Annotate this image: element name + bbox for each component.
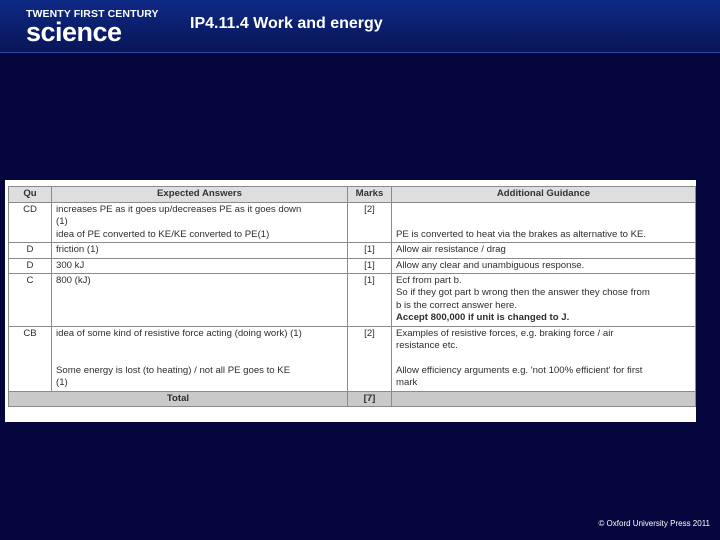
- cell-guidance: [392, 243, 696, 258]
- guidance-line: [396, 352, 691, 364]
- guidance-line: Allow any clear and unambiguous response.: [396, 259, 585, 271]
- guidance-line: Allow air resistance / drag: [396, 244, 506, 256]
- total-guidance-empty: [392, 391, 696, 406]
- cell-expected-answer: [52, 258, 348, 273]
- logo-bottom-text: science: [26, 17, 122, 47]
- table-row: [9, 258, 696, 273]
- cell-marks: [2]: [348, 203, 392, 243]
- cell-guidance: [392, 258, 696, 273]
- answer-line: (1): [56, 216, 68, 228]
- cell-guidance: [392, 203, 696, 243]
- table-row: [9, 203, 696, 243]
- total-label: Total: [9, 391, 348, 406]
- mark-scheme-panel: [5, 180, 696, 422]
- slide-title: IP4.11.4 Work and energy: [190, 15, 383, 32]
- cell-marks: [1]: [348, 258, 392, 273]
- column-header-qu: Qu: [9, 187, 52, 203]
- cell-qu: CB: [9, 326, 52, 391]
- answer-line: idea of PE converted to KE/KE converted to PE(1): [56, 228, 270, 240]
- guidance-line: [396, 204, 691, 216]
- column-header-expected-answers: Expected Answers: [52, 187, 348, 203]
- cell-guidance: [392, 326, 696, 391]
- cell-qu: CD: [9, 203, 52, 243]
- cell-expected-answer: [52, 274, 348, 327]
- cell-qu: D: [9, 243, 52, 258]
- guidance-line: Examples of resistive forces, e.g. braking force / air: [396, 327, 614, 339]
- answer-line: (1): [56, 377, 68, 389]
- table-row: [9, 274, 696, 327]
- mark-scheme-table: [8, 186, 696, 407]
- guidance-line: Ecf from part b.: [396, 275, 462, 287]
- answer-line: [56, 352, 343, 364]
- table-header-row: [9, 187, 696, 203]
- table-row: [9, 243, 696, 258]
- cell-qu: C: [9, 274, 52, 327]
- twenty-first-century-science-logo: [26, 8, 159, 48]
- answer-line: friction (1): [56, 244, 99, 256]
- answer-line: Some energy is lost (to heating) / not all PE goes to KE: [56, 364, 291, 376]
- guidance-line: So if they got part b wrong then the answer they chose from: [396, 287, 650, 299]
- cell-marks: [1]: [348, 274, 392, 327]
- answer-line: idea of some kind of resistive force acting (doing work) (1): [56, 327, 302, 339]
- guidance-line: resistance etc.: [396, 340, 458, 352]
- column-header-additional-guidance: Additional Guidance: [392, 187, 696, 203]
- copyright-footer: © Oxford University Press 2011: [598, 519, 710, 528]
- answer-line: [56, 340, 343, 352]
- guidance-line: Allow efficiency arguments e.g. 'not 100% efficient' for first: [396, 364, 643, 376]
- title-bar: [0, 0, 720, 53]
- total-marks: [7]: [348, 391, 392, 406]
- answer-line: increases PE as it goes up/decreases PE as it goes down: [56, 204, 302, 215]
- total-row: [9, 391, 696, 406]
- answer-line: 800 (kJ): [56, 275, 91, 287]
- cell-expected-answer: [52, 326, 348, 391]
- column-header-marks: Marks: [348, 187, 392, 203]
- guidance-line: b is the correct answer here.: [396, 299, 518, 311]
- cell-expected-answer: [52, 243, 348, 258]
- logo-top-text: TWENTY FIRST CENTURY: [26, 8, 159, 20]
- cell-guidance: [392, 274, 696, 327]
- guidance-line: mark: [396, 377, 418, 389]
- cell-expected-answer: [52, 203, 348, 243]
- answer-line: 300 kJ: [56, 259, 85, 271]
- guidance-line: Accept 800,000 if unit is changed to J.: [396, 312, 570, 324]
- table-row: [9, 326, 696, 391]
- cell-marks: [1]: [348, 243, 392, 258]
- cell-marks: [2]: [348, 326, 392, 391]
- guidance-line: PE is converted to heat via the brakes as alternative to KE.: [396, 228, 647, 240]
- guidance-line: [396, 216, 691, 228]
- cell-qu: D: [9, 258, 52, 273]
